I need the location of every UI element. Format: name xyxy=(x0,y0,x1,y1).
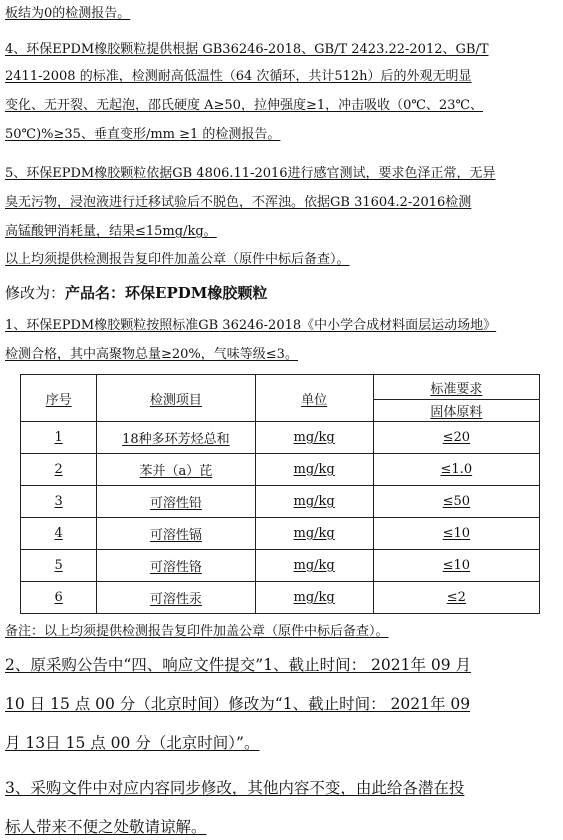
cell-seq: 3 xyxy=(21,486,97,518)
cell-unit: mg/kg xyxy=(255,486,373,518)
heading-prefix: 修改为： xyxy=(5,284,66,302)
cell-unit: mg/kg xyxy=(255,550,373,582)
table-note: 备注：以上均须提供检测报告复印件加盖公章（原件中标后备查）。 xyxy=(5,624,389,639)
clause2-line: 10 日 15 点 00 分（北京时间）修改为“1、截止时间： 2021年 09 xyxy=(5,695,471,713)
cell-req: ≤10 xyxy=(373,518,539,550)
header-req-sub: 固体原料 xyxy=(373,400,539,422)
cell-req: ≤50 xyxy=(373,486,539,518)
text-line: 变化、无开裂、无起泡，邵氏硬度 A≥50，拉伸强度≥1，冲击吸收（0℃、23℃、 xyxy=(5,98,484,113)
clause1-line: 检测合格，其中高聚物总量≥20%，气味等级≤3。 xyxy=(5,347,298,362)
text-line: 臭无污物，浸泡液进行迁移试验后不脱色，不浑浊。依据GB 31604.2-2016检测 xyxy=(5,195,472,210)
clause3-line: 3、采购文件中对应内容同步修改，其他内容不变，由此给各潜在投 xyxy=(5,779,465,797)
heading-product: 环保EPDM橡胶颗粒 xyxy=(125,284,268,302)
cell-req: ≤2 xyxy=(373,582,539,614)
cell-unit: mg/kg xyxy=(255,518,373,550)
modification-heading xyxy=(5,284,267,302)
cell-item: 可溶性镉 xyxy=(97,518,255,550)
table-row xyxy=(21,454,540,486)
cell-item: 18种多环芳烃总和 xyxy=(97,422,255,454)
cell-item: 苯并（a）芘 xyxy=(97,454,255,486)
cell-unit: mg/kg xyxy=(255,454,373,486)
clause1-line: 1、环保EPDM橡胶颗粒按照标准GB 36246-2018《中小学合成材料面层运动场地》 xyxy=(5,318,497,333)
text-line: 板结为0的检测报告。 xyxy=(5,6,131,21)
heading-label: 产品名： xyxy=(65,284,126,302)
cell-seq: 1 xyxy=(21,422,97,454)
table-row xyxy=(21,518,540,550)
table-row xyxy=(21,422,540,454)
cell-seq: 2 xyxy=(21,454,97,486)
cell-req: ≤1.0 xyxy=(373,454,539,486)
cell-unit: mg/kg xyxy=(255,582,373,614)
header-item: 检测项目 xyxy=(97,375,255,422)
table-row xyxy=(21,550,540,582)
cell-seq: 5 xyxy=(21,550,97,582)
text-line: 以上均须提供检测报告复印件加盖公章（原件中标后备查）。 xyxy=(5,252,350,267)
cell-item: 可溶性汞 xyxy=(97,582,255,614)
table-row xyxy=(21,582,540,614)
cell-unit: mg/kg xyxy=(255,422,373,454)
cell-req: ≤10 xyxy=(373,550,539,582)
text-line: 高锰酸钾消耗量，结果≤15mg/kg。 xyxy=(5,224,217,239)
cell-item: 可溶性铬 xyxy=(97,550,255,582)
cell-req: ≤20 xyxy=(373,422,539,454)
clause3-line: 标人带来不便之处敬请谅解。 xyxy=(5,818,207,836)
cell-item: 可溶性铅 xyxy=(97,486,255,518)
cell-seq: 6 xyxy=(21,582,97,614)
header-req: 标准要求 xyxy=(373,375,539,400)
text-line: 50℃)%≥35、垂直变形/mm ≥1 的检测报告。 xyxy=(5,127,281,142)
table-row xyxy=(21,486,540,518)
text-line: 5、环保EPDM橡胶颗粒依据GB 4806.11-2016进行感官测试，要求色泽正常，无异 xyxy=(5,166,496,181)
clause2-line: 2、原采购公告中“四、响应文件提交”1、截止时间： 2021年 09 月 xyxy=(5,656,472,674)
text-line: 4、环保EPDM橡胶颗粒提供根据 GB36246-2018、GB/T 2423.22-2012、GB/T xyxy=(5,42,489,57)
header-unit: 单位 xyxy=(255,375,373,422)
text-line: 2411-2008 的标准，检测耐高低温性（64 次循环，共计512h）后的外观无明显 xyxy=(5,69,472,84)
clause2-line: 月 13日 15 点 00 分（北京时间）”。 xyxy=(5,734,260,752)
header-seq: 序号 xyxy=(21,375,97,422)
table-header-row xyxy=(21,375,540,400)
standards-table xyxy=(20,374,540,614)
cell-seq: 4 xyxy=(21,518,97,550)
